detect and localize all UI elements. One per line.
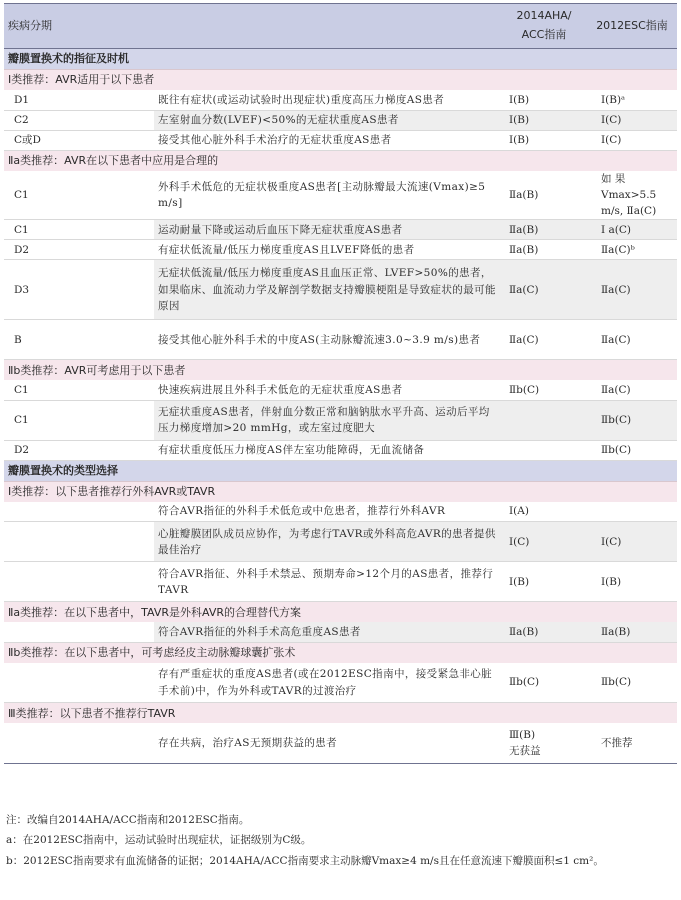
recommendation-class-row (4, 703, 677, 724)
row-description: 有症状低流量/低压力梯度重度AS且LVEF降低的患者 (154, 240, 501, 260)
row-aha-recommendation (501, 400, 587, 440)
row-stage: C1 (4, 380, 154, 400)
table-row (4, 220, 677, 240)
row-description: 快速疾病进展且外科手术低危的无症状重度AS患者 (154, 380, 501, 400)
footnote: a：在2012ESC指南中，运动试验时出现症状，证据级别为C级。 (6, 834, 312, 847)
row-aha-recommendation: Ⅱa(C) (501, 260, 587, 320)
footnote: 注：改编自2014AHA/ACC指南和2012ESC指南。 (6, 814, 250, 826)
table-footnotes (6, 810, 676, 871)
table-row (4, 130, 677, 150)
table-row (4, 110, 677, 130)
header-aha: 2014AHA/ ACC指南 (501, 4, 587, 49)
recommendation-class-row (4, 70, 677, 91)
row-esc-recommendation: Ⅱb(C) (587, 440, 677, 460)
row-description: 有症状重度低压力梯度AS伴左室功能障碍，无血流储备 (154, 440, 501, 460)
row-esc-recommendation: Ⅱa(B) (587, 622, 677, 642)
recommendation-table (4, 3, 677, 764)
row-aha-recommendation: Ⅲ(B) 无获益 (501, 723, 587, 763)
row-stage (4, 522, 154, 562)
row-stage: C或D (4, 130, 154, 150)
table-row (4, 502, 677, 522)
row-esc-recommendation: Ⅰ(C) (587, 130, 677, 150)
row-stage: D3 (4, 260, 154, 320)
recommendation-class-row (4, 602, 677, 623)
row-esc-recommendation (587, 502, 677, 522)
row-esc-recommendation: Ⅱb(C) (587, 400, 677, 440)
table-row (4, 723, 677, 763)
row-stage: C1 (4, 220, 154, 240)
section-title: 瓣膜置换术的指征及时机 (4, 49, 677, 70)
row-description: 符合AVR指征的外科手术低危或中危患者，推荐行外科AVR (154, 502, 501, 522)
table-row (4, 622, 677, 642)
section-header-row (4, 460, 677, 481)
recommendation-class-title: Ⅱb类推荐：在以下患者中，可考虑经皮主动脉瓣球囊扩张术 (4, 642, 677, 663)
row-stage: C1 (4, 171, 154, 220)
row-esc-recommendation: Ⅱb(C) (587, 663, 677, 703)
recommendation-class-title: Ⅱa类推荐：在以下患者中，TAVR是外科AVR的合理替代方案 (4, 602, 677, 623)
header-stage: 疾病分期 (4, 4, 501, 49)
table-row (4, 663, 677, 703)
row-description: 接受其他心脏外科手术治疗的无症状重度AS患者 (154, 130, 501, 150)
section-title: 瓣膜置换术的类型选择 (4, 460, 677, 481)
row-aha-recommendation: Ⅱb(C) (501, 380, 587, 400)
row-esc-recommendation: 不推荐 (587, 723, 677, 763)
recommendation-class-title: Ⅰ类推荐：AVR适用于以下患者 (4, 70, 677, 91)
table-row (4, 260, 677, 320)
recommendation-class-row (4, 150, 677, 171)
row-esc-recommendation: Ⅱa(C)ᵇ (587, 240, 677, 260)
table-row (4, 90, 677, 110)
row-aha-recommendation: Ⅰ(C) (501, 522, 587, 562)
row-stage (4, 562, 154, 602)
row-stage (4, 622, 154, 642)
row-description: 接受其他心脏外科手术的中度AS(主动脉瓣流速3.0~3.9 m/s)患者 (154, 320, 501, 360)
row-description: 运动耐量下降或运动后血压下降无症状重度AS患者 (154, 220, 501, 240)
row-description: 符合AVR指征的外科手术高危重度AS患者 (154, 622, 501, 642)
row-esc-recommendation: Ⅰ a(C) (587, 220, 677, 240)
table-row (4, 522, 677, 562)
row-aha-recommendation: Ⅰ(B) (501, 130, 587, 150)
row-aha-recommendation: Ⅰ(B) (501, 110, 587, 130)
row-aha-recommendation: Ⅰ(B) (501, 562, 587, 602)
recommendation-class-row (4, 360, 677, 381)
recommendation-class-title: Ⅱa类推荐：AVR在以下患者中应用是合理的 (4, 150, 677, 171)
row-esc-recommendation: Ⅱa(C) (587, 380, 677, 400)
row-aha-recommendation: Ⅰ(B) (501, 90, 587, 110)
table-row (4, 320, 677, 360)
row-stage (4, 502, 154, 522)
section-header-row (4, 49, 677, 70)
row-stage: C1 (4, 400, 154, 440)
row-esc-recommendation: Ⅰ(C) (587, 522, 677, 562)
table-row (4, 380, 677, 400)
table-header-row (4, 4, 677, 49)
table-row (4, 562, 677, 602)
recommendation-class-row (4, 481, 677, 502)
row-stage: B (4, 320, 154, 360)
row-description: 心脏瓣膜团队成员应协作，为考虑行TAVR或外科高危AVR的患者提供最佳治疗 (154, 522, 501, 562)
row-stage: D1 (4, 90, 154, 110)
row-aha-recommendation: Ⅱb(C) (501, 663, 587, 703)
row-esc-recommendation: Ⅰ(B)ᵃ (587, 90, 677, 110)
row-description: 左室射血分数(LVEF)<50%的无症状重度AS患者 (154, 110, 501, 130)
row-aha-recommendation (501, 440, 587, 460)
row-description: 无症状低流量/低压力梯度重度AS且血压正常、LVEF>50%的患者，如果临床、血流动力学及解剖学数据支持瓣膜梗阻是导致症状的最可能原因 (154, 260, 501, 320)
row-esc-recommendation: Ⅰ(B) (587, 562, 677, 602)
row-stage (4, 723, 154, 763)
row-aha-recommendation: Ⅱa(C) (501, 320, 587, 360)
row-description: 外科手术低危的无症状极重度AS患者[主动脉瓣最大流速(Vmax)≥5 m/s] (154, 171, 501, 220)
row-esc-recommendation: 如 果 Vmax>5.5 m/s, Ⅱa(C) (587, 171, 677, 220)
footnote: b：2012ESC指南要求有血流储备的证据；2014AHA/ACC指南要求主动脉瓣Vmax≥4 m/s且在任意流速下瓣膜面积≤1 cm²。 (6, 854, 604, 867)
row-aha-recommendation: Ⅱa(B) (501, 171, 587, 220)
row-aha-recommendation: Ⅰ(A) (501, 502, 587, 522)
row-description: 存有严重症状的重度AS患者(或在2012ESC指南中，接受紧急非心脏手术前)中，作为外科或TAVR的过渡治疗 (154, 663, 501, 703)
row-description: 符合AVR指征、外科手术禁忌、预期寿命>12个月的AS患者，推荐行TAVR (154, 562, 501, 602)
table-row (4, 240, 677, 260)
table-row (4, 440, 677, 460)
row-stage: D2 (4, 240, 154, 260)
table-row (4, 400, 677, 440)
row-esc-recommendation: Ⅱa(C) (587, 260, 677, 320)
recommendation-class-title: Ⅰ类推荐：以下患者推荐行外科AVR或TAVR (4, 481, 677, 502)
row-stage (4, 663, 154, 703)
header-esc: 2012ESC指南 (587, 4, 677, 49)
recommendation-class-title: Ⅱb类推荐：AVR可考虑用于以下患者 (4, 360, 677, 381)
row-description: 无症状重度AS患者，伴射血分数正常和脑钠肽水平升高、运动后平均压力梯度增加>20 mmHg，或左室过度肥大 (154, 400, 501, 440)
row-aha-recommendation: Ⅱa(B) (501, 220, 587, 240)
row-stage: D2 (4, 440, 154, 460)
row-stage: C2 (4, 110, 154, 130)
row-esc-recommendation: Ⅰ(C) (587, 110, 677, 130)
row-aha-recommendation: Ⅱa(B) (501, 622, 587, 642)
recommendation-class-row (4, 642, 677, 663)
table-row (4, 171, 677, 220)
row-description: 存在共病，治疗AS无预期获益的患者 (154, 723, 501, 763)
recommendation-class-title: Ⅲ类推荐：以下患者不推荐行TAVR (4, 703, 677, 724)
row-aha-recommendation: Ⅱa(B) (501, 240, 587, 260)
row-description: 既往有症状(或运动试验时出现症状)重度高压力梯度AS患者 (154, 90, 501, 110)
row-esc-recommendation: Ⅱa(C) (587, 320, 677, 360)
